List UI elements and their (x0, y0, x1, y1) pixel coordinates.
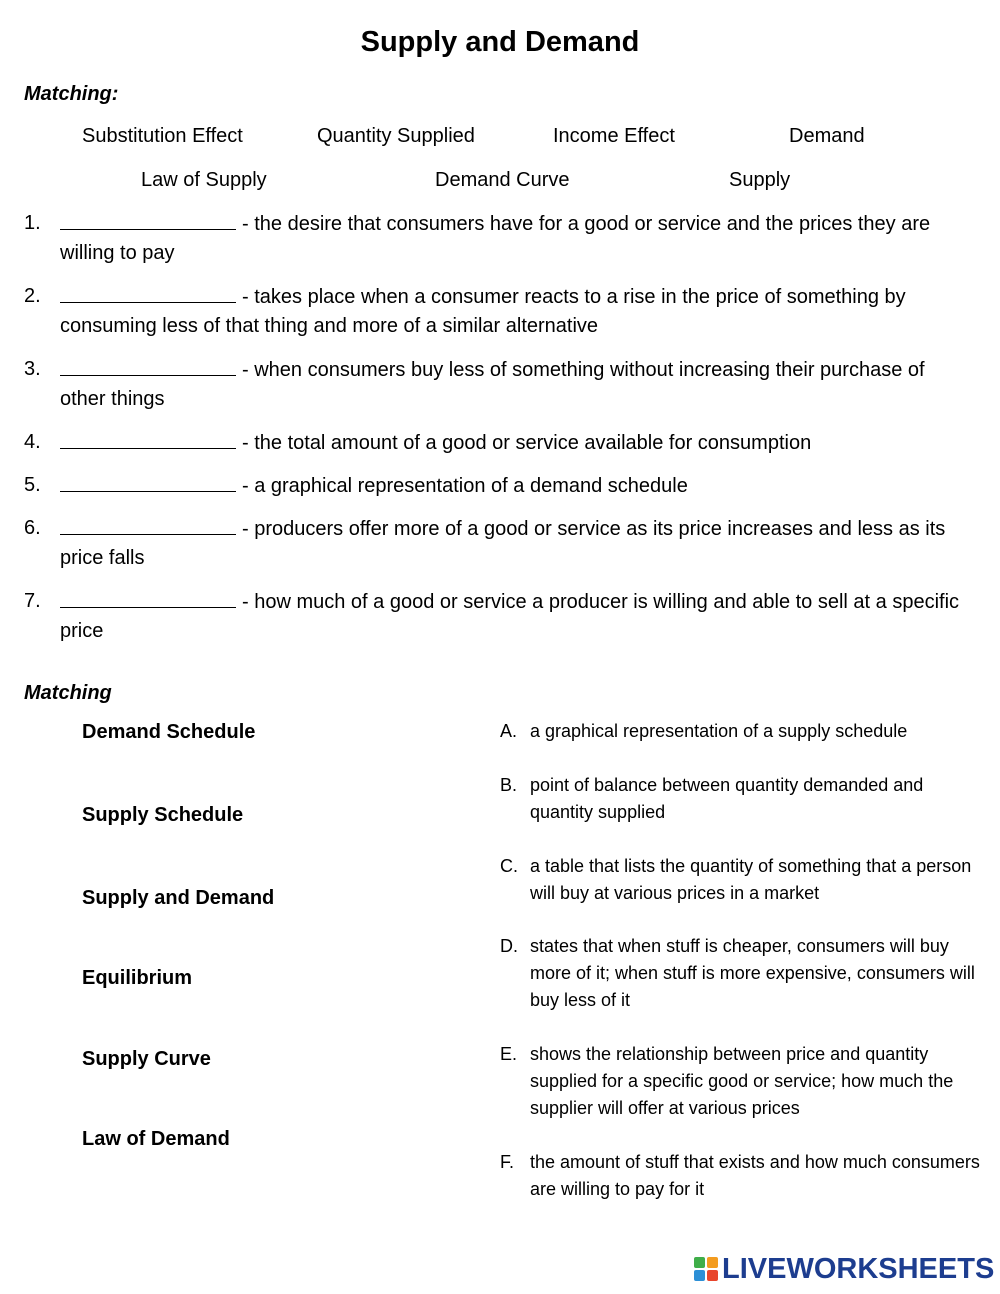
question-item (24, 587, 964, 646)
question-number: 5. (24, 474, 41, 496)
logo-tile (694, 1270, 705, 1281)
word-bank-item[interactable]: Law of Supply (141, 169, 267, 191)
question-number: 4. (24, 431, 41, 453)
definition-letter: D. (500, 936, 518, 956)
page-title: Supply and Demand (360, 26, 640, 58)
definition-letter: B. (500, 775, 518, 795)
matching-definition[interactable] (500, 772, 980, 826)
liveworksheets-logo[interactable] (694, 1254, 994, 1284)
section-heading-matching-1: Matching: (24, 83, 119, 105)
logo-tiles-icon (694, 1257, 718, 1281)
definition-letter: A. (500, 721, 518, 741)
word-bank-item[interactable]: Supply (729, 169, 791, 191)
matching-term[interactable]: Law of Demand (82, 1128, 230, 1150)
question-item (24, 282, 964, 341)
question-number: 1. (24, 212, 41, 234)
question-item (24, 514, 964, 573)
question-text: - the total amount of a good or service available for consumption (242, 432, 812, 454)
section-heading-matching-2: Matching (24, 682, 112, 704)
question-item (24, 471, 964, 501)
question-number: 3. (24, 358, 41, 380)
definition-text: a table that lists the quantity of something that a person will buy at various prices in a market (530, 856, 972, 903)
logo-tile (707, 1257, 718, 1268)
question-item (24, 209, 964, 268)
question-text: - a graphical representation of a demand schedule (242, 475, 688, 497)
matching-definition[interactable] (500, 718, 980, 745)
definition-letter: C. (500, 856, 518, 876)
question-number: 6. (24, 517, 41, 539)
logo-tile (694, 1257, 705, 1268)
logo-tile (707, 1270, 718, 1281)
matching-term[interactable]: Demand Schedule (82, 721, 256, 743)
answer-blank[interactable] (60, 209, 236, 230)
definition-text: a graphical representation of a supply schedule (530, 721, 908, 741)
definition-text: shows the relationship between price and quantity supplied for a specific good or service; how much the supplier will offer at various prices (530, 1044, 954, 1118)
word-bank-item[interactable]: Quantity Supplied (317, 125, 475, 147)
word-bank-item[interactable]: Demand (789, 125, 865, 147)
question-text: - when consumers buy less of something without increasing their purchase of other things (60, 359, 925, 410)
matching-term[interactable]: Supply and Demand (82, 887, 275, 909)
question-text: - the desire that consumers have for a good or service and the prices they are willing to pay (60, 213, 931, 264)
definition-text: the amount of stuff that exists and how much consumers are willing to pay for it (530, 1152, 980, 1199)
answer-blank[interactable] (60, 428, 236, 449)
matching-term[interactable]: Supply Schedule (82, 804, 244, 826)
question-text: - takes place when a consumer reacts to a rise in the price of something by consuming less of that thing and more of a similar alternative (60, 286, 906, 337)
answer-blank[interactable] (60, 587, 236, 608)
answer-blank[interactable] (60, 355, 236, 376)
word-bank-item[interactable]: Substitution Effect (82, 125, 243, 147)
question-item (24, 355, 964, 414)
question-number: 7. (24, 590, 41, 612)
definition-letter: E. (500, 1044, 518, 1064)
word-bank-item[interactable]: Income Effect (553, 125, 675, 147)
answer-blank[interactable] (60, 514, 236, 535)
question-text: - producers offer more of a good or service as its price increases and less as its price falls (60, 518, 946, 569)
definition-text: states that when stuff is cheaper, consumers will buy more of it; when stuff is more expensive, consumers will buy less of it (530, 936, 975, 1010)
logo-text: LIVEWORKSHEETS (722, 1252, 995, 1285)
matching-definition[interactable] (500, 1149, 980, 1203)
word-bank-item[interactable]: Demand Curve (435, 169, 570, 191)
matching-definition[interactable] (500, 933, 980, 1014)
definition-text: point of balance between quantity demanded and quantity supplied (530, 775, 924, 822)
matching-definition[interactable] (500, 1041, 980, 1122)
answer-blank[interactable] (60, 282, 236, 303)
question-text: - how much of a good or service a producer is willing and able to sell at a specific price (60, 591, 960, 642)
question-number: 2. (24, 285, 41, 307)
matching-term[interactable]: Equilibrium (82, 967, 192, 989)
matching-term[interactable]: Supply Curve (82, 1048, 211, 1070)
matching-definition[interactable] (500, 853, 980, 907)
definition-letter: F. (500, 1152, 515, 1172)
answer-blank[interactable] (60, 471, 236, 492)
question-item (24, 428, 964, 458)
